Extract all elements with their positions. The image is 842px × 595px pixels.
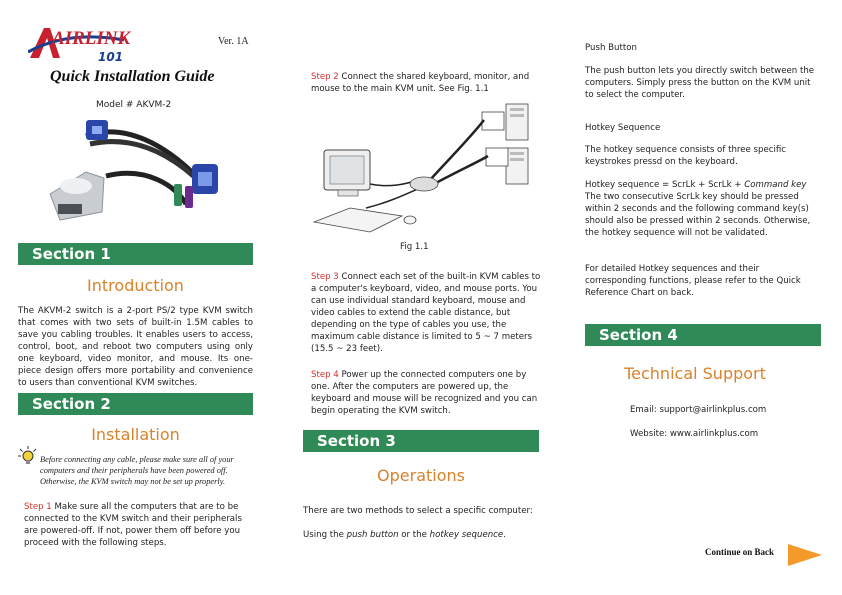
- step-3-text: [311, 271, 541, 355]
- step-2-text: [311, 71, 541, 95]
- continue-on-back-label: Continue on Back: [705, 547, 775, 557]
- hotkey-intro: The hotkey sequence consists of three specific keystrokes pressd on the keyboard.: [585, 145, 787, 167]
- hotkey-title: Hotkey Sequence: [585, 123, 661, 133]
- reference-text: For detailed Hotkey sequences and their corresponding functions, please refer to the Quick Reference Chart on back.: [585, 264, 801, 298]
- logo-text: AIRLINK: [52, 28, 131, 49]
- logo-number: 101: [98, 50, 124, 64]
- push-button-title: Push Button: [585, 43, 637, 53]
- page-title: Quick Installation Guide: [50, 68, 215, 85]
- section-3-bar: Section 3: [303, 430, 539, 452]
- operations-heading: Operations: [377, 466, 465, 485]
- step-2-body: Connect the shared keyboard, monitor, and mouse to the main KVM unit. See Fig. 1.1: [311, 72, 530, 94]
- version-label: Ver. 1A: [218, 36, 249, 47]
- methods-using: Using the push button or the hotkey sequence.: [303, 530, 506, 540]
- lightbulb-icon: [18, 446, 38, 466]
- section-2-bar: Section 2: [18, 393, 253, 415]
- model-number: Model # AKVM-2: [96, 100, 172, 110]
- installation-heading: Installation: [91, 425, 180, 444]
- hotkey-sequence-link-text: hotkey sequence: [429, 530, 504, 540]
- support-email: Email: support@airlinkplus.com: [630, 405, 767, 415]
- step-4-body: Power up the connected computers one by one. After the computers are powered up, the keyboard and mouse will be recognized and you can begin operating the KVM switch.: [311, 370, 538, 416]
- technical-support-heading: Technical Support: [624, 364, 766, 383]
- section-4-bar: Section 4: [585, 324, 821, 346]
- methods-text: There are two methods to select a specific computer:: [303, 506, 533, 516]
- step-3-body: Connect each set of the built-in KVM cables to a computer's keyboard, video, and mouse ports. You can use individual standard keyboard, mouse and video cables to extend the cable distance, but depending on the type of cables you use, the maximum cable distance is limited to 5 ~ 7 meters (15.5 ~ 23 feet).: [311, 272, 541, 354]
- step-4-text: [311, 369, 541, 417]
- installation-note: Before connecting any cable, please make sure all of your computers and their peripherals have been powered off. Otherwise, the KVM switch may not be set up properly.: [40, 455, 234, 486]
- introduction-heading: Introduction: [87, 276, 184, 295]
- step-2-label: Step 2: [311, 72, 339, 82]
- figure-caption: Fig 1.1: [400, 242, 429, 252]
- section-1-bar: Section 1: [18, 243, 253, 265]
- step-3-label: Step 3: [311, 272, 339, 282]
- push-button-link-text: push button: [346, 530, 399, 540]
- step-1-body: Make sure all the computers that are to be connected to the KVM switch and their peripherals are powered-off. If not, power them off before you proceed with the following steps.: [24, 502, 242, 548]
- step-4-label: Step 4: [311, 370, 339, 380]
- step-1-label: Step 1: [24, 502, 52, 512]
- hotkey-detail: The two consecutive ScrLk key should be pressed within 2 seconds and the following command key(s) should also be pressed within 2 seconds. Otherwise, the hotkey sequence will not be validated.: [585, 192, 811, 238]
- introduction-text: The AKVM-2 switch is a 2-port PS/2 type KVM switch that comes with two sets of built-in 1.5M cables to save you cabling troubles. It enables users to access, control, boot, and reboot two computers using only one keyboard, video monitor, and mouse. Its one-piece design offers more portability and convenience to users than conventional KVM switches.: [18, 306, 253, 388]
- continue-arrow-icon: [788, 544, 822, 566]
- airlink-logo: [28, 24, 158, 68]
- support-website: Website: www.airlinkplus.com: [630, 429, 759, 439]
- push-button-text: The push button lets you directly switch between the computers. Simply press the button on the KVM unit to select the computer.: [585, 66, 815, 100]
- step-1-text: [24, 501, 250, 549]
- kvm-device-image: [46, 116, 236, 228]
- figure-1-1: [310, 98, 544, 238]
- hotkey-formula: Hotkey sequence = ScrLk + ScrLk + Command key: [585, 180, 807, 190]
